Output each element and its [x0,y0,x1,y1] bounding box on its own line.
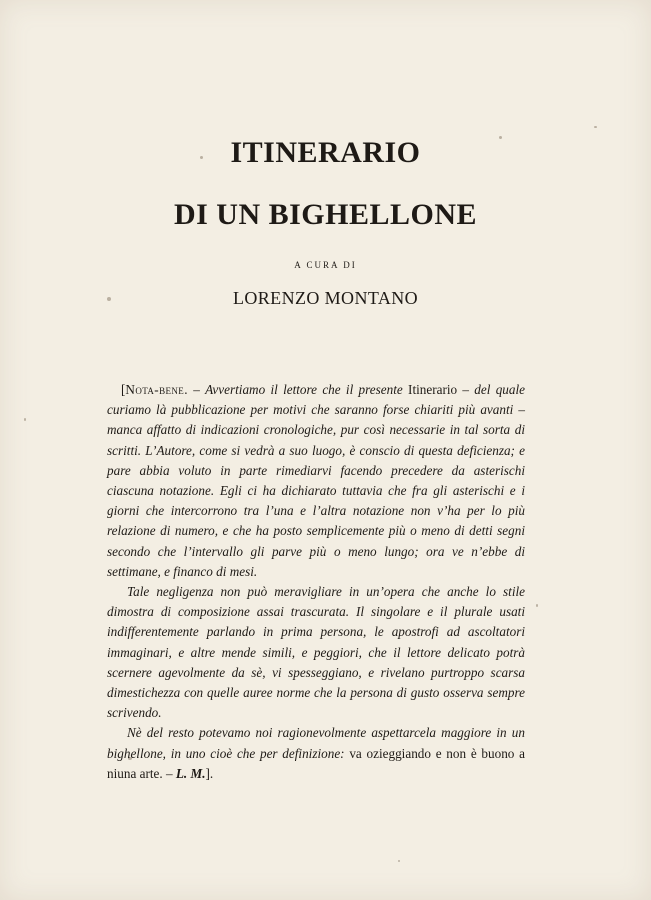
paper-speck [398,860,400,862]
paper-speck [536,604,538,607]
note-text: – del quale curiamo là pubblicazione per motivi che saranno forse chiariti più avanti – manca affatto di indicazioni cronologiche, pur così necessarie in tal sorta di scritti. L’Autore, come si vedrà a suo luogo, è conscio di questa deficienza; e pare abbia voluto in parte rimediarvi facendo precedere da asterischi ciascuna notazione. Egli ci ha dichiarato tuttavia che fra gli asterischi e i giorni che intercorrono tra l’una e l’altra notazione non v’ha per lo più relazione di numero, e che ha posto semplicemente più o meno di detti segni secondo che l’intervallo gli parve più o meno lungo; ora ve n’ebbe di settimane, e financo di mesi. [107,382,526,579]
curated-by-label: A CURA DI [294,260,357,270]
paper-speck [24,418,26,421]
open-bracket: [ [121,382,126,397]
dash: – [187,382,206,397]
author-name: LORENZO MONTANO [232,288,419,308]
dash: – [162,765,176,781]
note-text: Nè del resto potevamo noi ragionevolmente aspettarcela maggiore in un bighellone, in uno cioè che per definizione: [107,725,525,761]
title-line-1: ITINERARIO [230,136,421,169]
definition-text: va ozieggiando e non è buono a niuna arte. [107,745,525,781]
paper-speck [594,126,597,128]
title-line-2: DI UN BIGHELLONE [173,198,478,231]
author-initials: L. M. [175,765,206,781]
note-paragraph-1 [107,380,525,582]
note-paragraph-3 [107,723,525,784]
note-paragraph-2: Tale negligenza non può meravigliare in un’opera che anche lo stile dimostra di composizione assai trascurata. Il singolare e il plurale usati indifferentemente parlando in prima persona, le apostrofi ad ascoltatori immaginari, e altre mende simili, e peggiori, che il lettore delicato potrà scernere agevolmente da sè, vi spesseggiano, e rivelano purtroppo scarsa dimestichezza con quelle auree norme che la persona di gusto osserva sempre scrivendo. [107,584,525,721]
close-bracket: ]. [205,765,214,781]
nota-bene-label: Nota-bene. [125,382,188,397]
itinerario-word: Itinerario [408,382,458,397]
editor-note [107,380,525,784]
note-text: Avvertiamo il lettore che il presente [205,382,409,397]
